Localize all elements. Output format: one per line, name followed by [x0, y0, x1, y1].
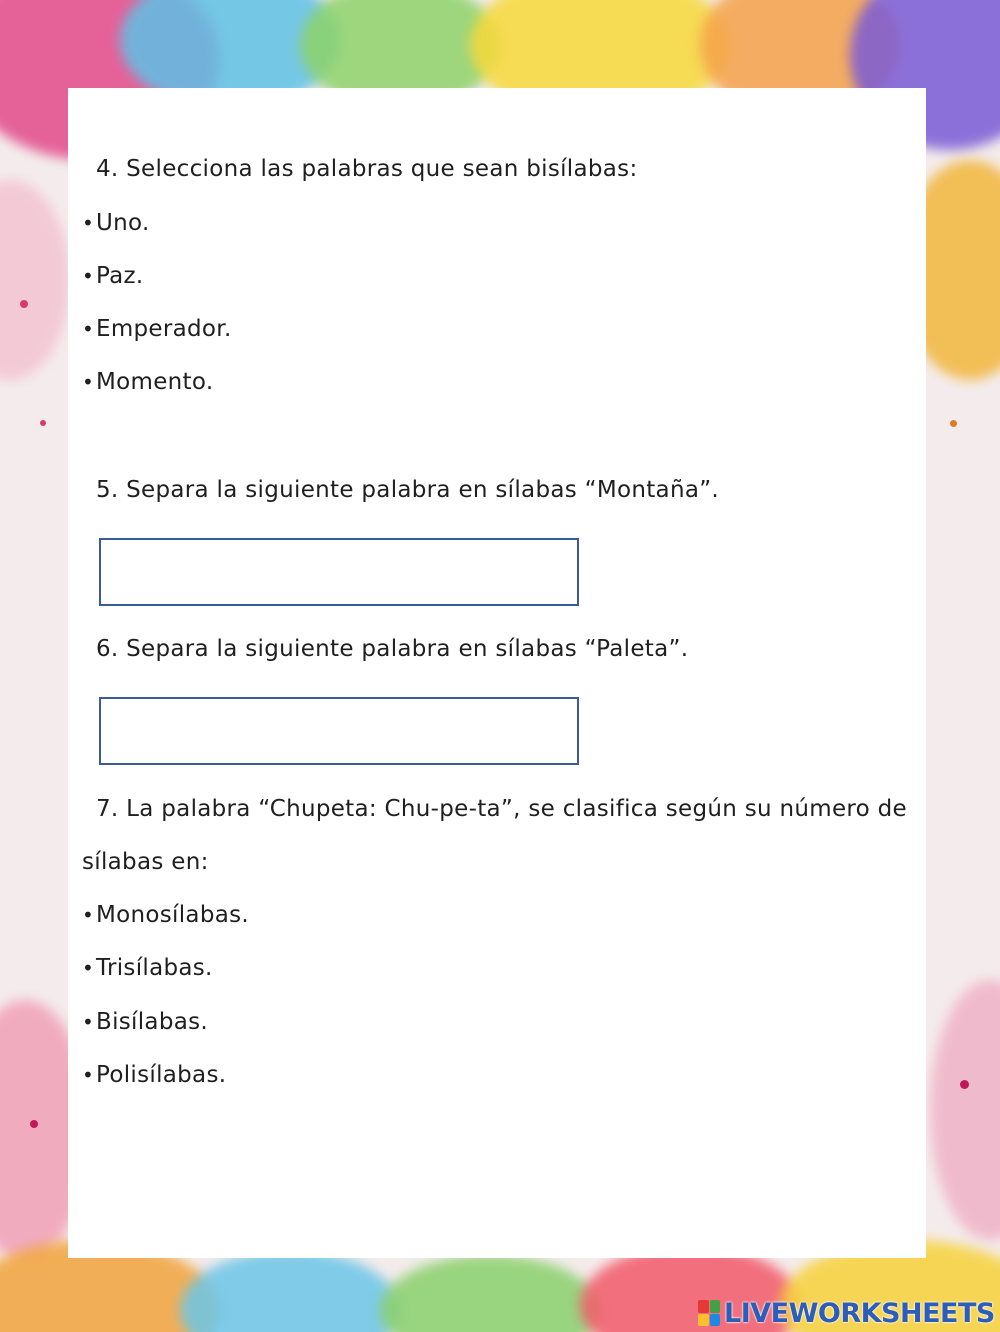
question-6-prompt: 6. Separa la siguiente palabra en sílabas “Paleta”.: [96, 636, 689, 662]
q7-option-1[interactable]: • Monosílabas.: [82, 902, 250, 928]
q7-option-2[interactable]: • Trisílabas.: [82, 955, 213, 981]
q4-option-4[interactable]: • Momento.: [82, 369, 214, 395]
q7-option-4[interactable]: • Polisílabas.: [82, 1062, 227, 1088]
logo-text: LIVEWORKSHEETS: [724, 1297, 995, 1329]
question-7-prompt-line-2: sílabas en:: [82, 849, 209, 875]
q4-option-3[interactable]: • Emperador.: [82, 316, 232, 342]
question-4-prompt: 4. Selecciona las palabras que sean bisílabas:: [96, 156, 638, 182]
liveworksheets-logo-icon: [698, 1300, 720, 1326]
q4-option-1[interactable]: • Uno.: [82, 210, 150, 236]
q5-answer-input[interactable]: [99, 538, 579, 606]
question-5-prompt: 5. Separa la siguiente palabra en sílabas “Montaña”.: [96, 477, 720, 503]
liveworksheets-logo[interactable]: [698, 1296, 995, 1330]
q7-option-3[interactable]: • Bisílabas.: [82, 1009, 209, 1035]
q6-answer-input[interactable]: [99, 697, 579, 765]
q4-option-2[interactable]: • Paz.: [82, 263, 144, 289]
question-7-prompt-line-1: 7. La palabra “Chupeta: Chu-pe-ta”, se clasifica según su número de: [96, 796, 908, 822]
